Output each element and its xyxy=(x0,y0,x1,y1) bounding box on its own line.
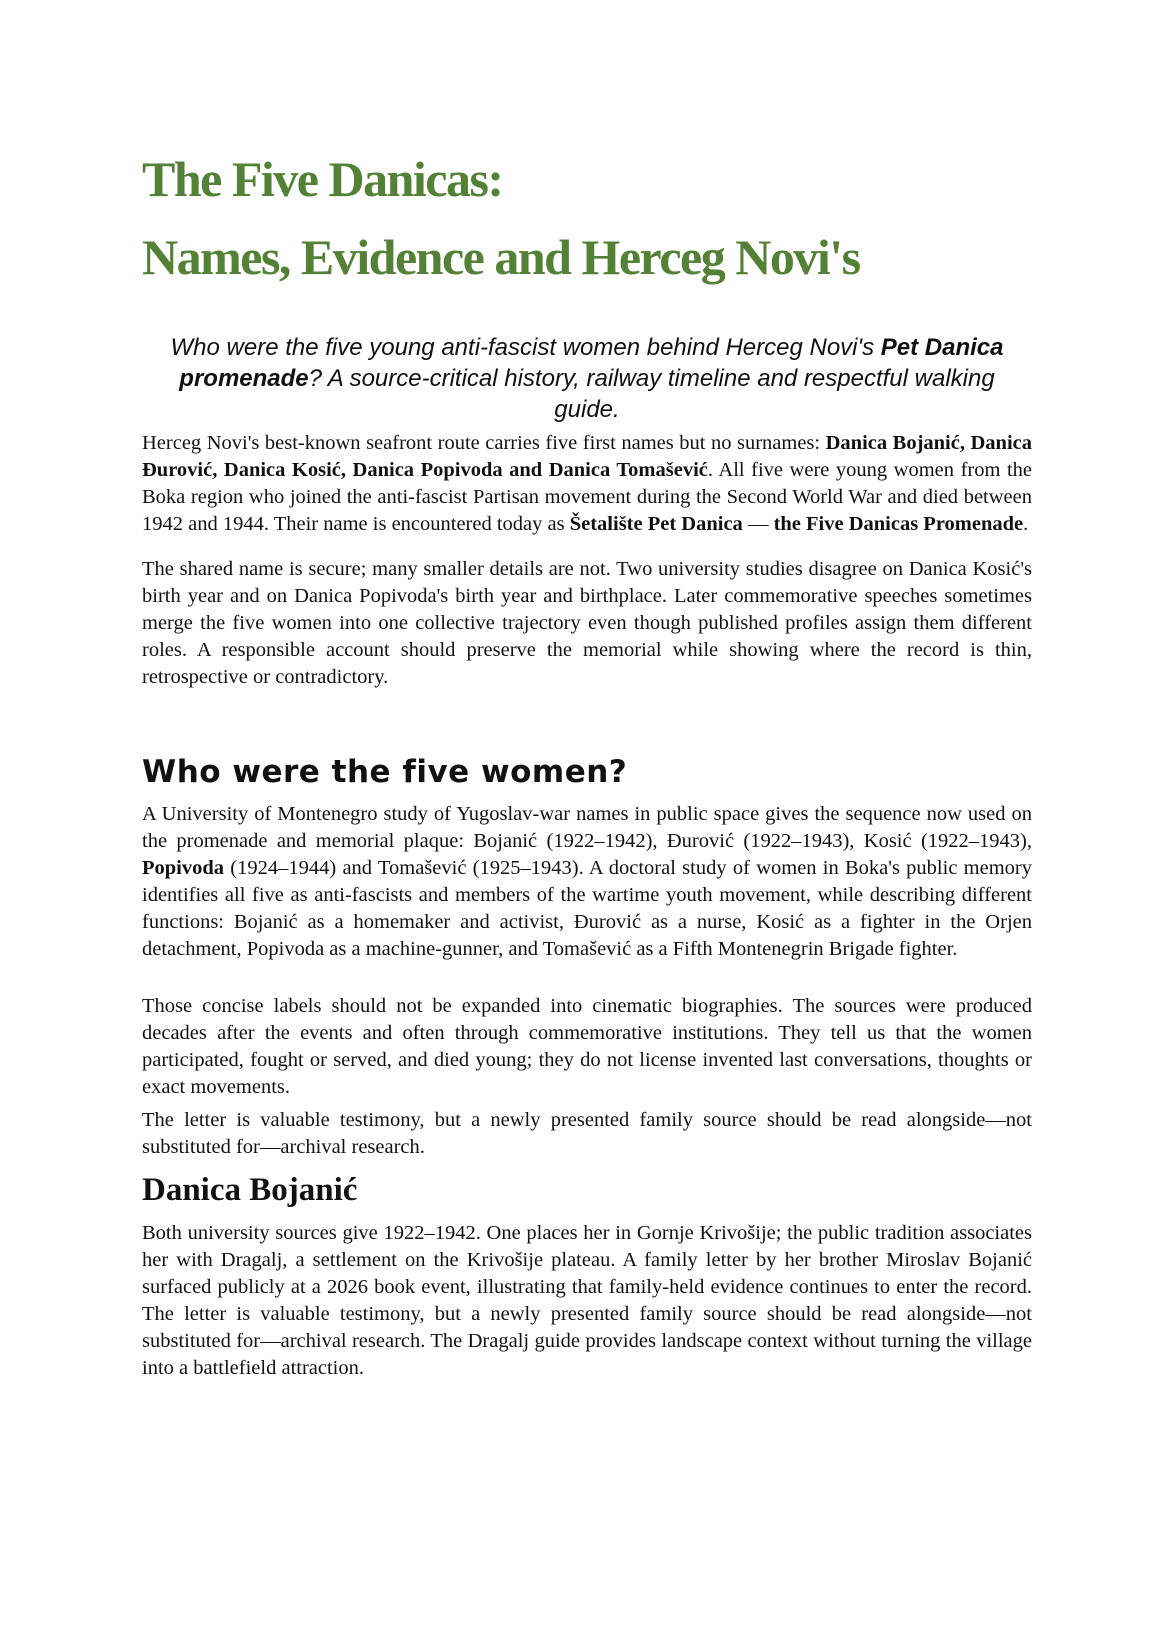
lede-text: Who were the five young anti-fascist women behind Herceg Novi's xyxy=(170,334,881,361)
intro-dash: — xyxy=(742,513,774,535)
section-heading-bojanic: Danica Bojanić xyxy=(142,1172,358,1208)
intro-names: Danica Bojanić, Danica Đurović, Danica Kosić, Danica Popivoda and Danica Tomašević xyxy=(142,432,1032,481)
intro-text-middle: . All five were young women from the Boka region who joined the anti-fascist Partisan movement during the Second World War and died between 1942 and 1944. Their name is encountered today as xyxy=(142,459,1032,535)
women-paragraph-2: Those concise labels should not be expanded into cinematic biographies. The sources were produced decades after the events and often through commemorative institutions. They tell us that the women participated, fought or served, and died young; they do not license invented last conversations, thoughts or exact movements. xyxy=(142,995,1032,1098)
page-title-line-1: The Five Danicas: xyxy=(142,151,503,207)
promenade-english-name: the Five Danicas Promenade xyxy=(773,513,1024,535)
page-title-line-2: Names, Evidence and Herceg Novi's xyxy=(142,229,860,285)
women-text-end: (1924–1944) and Tomašević (1925–1943). A doctoral study of women in Boka's public memory identifies all five as anti-fascists and members of the wartime youth movement, while describing different functions: Bojanić as a homemaker and activist, Đurović as a nurse, Kosić as a fighter in the Orjen detachment, Popivoda as a machine-gunner, and Tomašević as a Fifth Montenegrin Brigade fighter. xyxy=(142,857,1032,960)
women-paragraph-3: The letter is valuable testimony, but a newly presented family source should be read alongside—not substituted for—archival research. xyxy=(142,1109,1032,1158)
intro-paragraph-1 xyxy=(142,430,1032,538)
bojanic-paragraph-1: Both university sources give 1922–1942. One places her in Gornje Krivošije; the public tradition associates her with Dragalj, a settlement on the Krivošije plateau. A family letter by her brother Miroslav Bojanić surfaced publicly at a 2026 book event, illustrating that family-held evidence continues to enter the record. The letter is valuable testimony, but a newly presented family source should be read alongside—not substituted for—archival research. The Dragalj guide provides landscape context without turning the village into a battlefield attraction. xyxy=(142,1222,1032,1379)
lede-emphasis: Pet Danica promenade xyxy=(179,334,1004,392)
women-paragraph-1 xyxy=(142,801,1032,963)
section-heading-five-women: Who were the five women? xyxy=(142,754,628,790)
lede-text-end: ? A source-critical history, railway timeline and respectful walking guide. xyxy=(308,365,995,423)
promenade-name: Šetalište Pet Danica xyxy=(569,513,743,535)
women-text: A University of Montenegro study of Yugoslav-war names in public space gives the sequence now used on the promenade and memorial plaque: Bojanić (1922–1942), Đurović (1922–1943), Kosić (1922–1943), xyxy=(142,803,1032,852)
page-title xyxy=(142,140,1032,296)
intro-text: Herceg Novi's best-known seafront route carries five first names but no surnames: xyxy=(142,432,826,454)
intro-end: . xyxy=(1023,513,1029,535)
women-emphasis: Popivoda xyxy=(142,857,225,879)
lede-paragraph xyxy=(162,332,1012,425)
intro-paragraph-2: The shared name is secure; many smaller details are not. Two university studies disagree on Danica Kosić's birth year and on Danica Popivoda's birth year and birthplace. Later commemorative speeches sometimes merge the five women into one collective trajectory even though published profiles assign them different roles. A responsible account should preserve the memorial while showing where the record is thin, retrospective or contradictory. xyxy=(142,558,1032,688)
